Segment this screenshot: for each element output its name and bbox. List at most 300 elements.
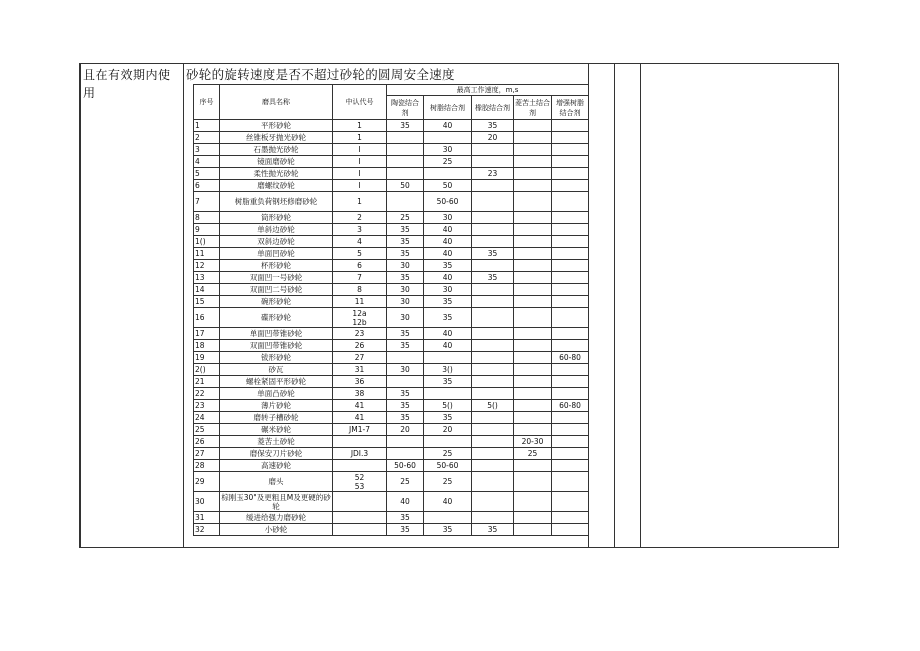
- table-row: [194, 388, 589, 400]
- row-speed-value: 20-30: [514, 436, 552, 448]
- table-row: [194, 248, 589, 260]
- row-speed-value: [514, 260, 552, 272]
- row-speed-value: 40: [424, 248, 472, 260]
- row-code: 6: [333, 260, 387, 272]
- row-speed-value: 35: [472, 120, 514, 132]
- table-row: [194, 224, 589, 236]
- row-seq: 9: [194, 224, 220, 236]
- row-speed-value: 50: [387, 180, 424, 192]
- row-seq: 4: [194, 156, 220, 168]
- col-divider: [614, 64, 615, 547]
- row-seq: 8: [194, 212, 220, 224]
- col-divider: [80, 64, 81, 547]
- row-seq: 23: [194, 400, 220, 412]
- col-divider: [640, 64, 641, 547]
- row-speed-value: [514, 248, 552, 260]
- row-speed-value: 40: [424, 272, 472, 284]
- row-speed-value: [514, 460, 552, 472]
- row-speed-value: [552, 448, 589, 460]
- row-code: 41: [333, 412, 387, 424]
- row-seq: 18: [194, 340, 220, 352]
- row-code: [333, 436, 387, 448]
- row-wheel-name: 碾米砂轮: [220, 424, 333, 436]
- row-speed-value: [552, 388, 589, 400]
- row-speed-value: [514, 236, 552, 248]
- table-row: [194, 328, 589, 340]
- table-row: [194, 296, 589, 308]
- header-ceramic: 陶瓷结合剂: [387, 96, 424, 120]
- row-code: [333, 512, 387, 524]
- row-code: 36: [333, 376, 387, 388]
- row-code: 27: [333, 352, 387, 364]
- table-row: [194, 376, 589, 388]
- row-speed-value: 5(): [472, 400, 514, 412]
- row-code: I: [333, 156, 387, 168]
- wheel-speed-table: [193, 84, 589, 536]
- row-speed-value: [387, 448, 424, 460]
- row-code: 1: [333, 120, 387, 132]
- header-code: 中认代号: [333, 85, 387, 120]
- row-speed-value: 30: [387, 260, 424, 272]
- table-row: [194, 524, 589, 536]
- row-speed-value: [387, 352, 424, 364]
- row-speed-value: [552, 192, 589, 212]
- row-code: 31: [333, 364, 387, 376]
- row-speed-value: [472, 328, 514, 340]
- row-speed-value: 35: [387, 224, 424, 236]
- row-speed-value: [514, 192, 552, 212]
- row-speed-value: [472, 308, 514, 328]
- row-speed-value: [552, 424, 589, 436]
- row-speed-value: [514, 512, 552, 524]
- row-seq: 28: [194, 460, 220, 472]
- row-wheel-name: 磨转子槽砂轮: [220, 412, 333, 424]
- row-speed-value: 35: [387, 120, 424, 132]
- row-speed-value: [552, 168, 589, 180]
- row-wheel-name: 单面凹带锥砂轮: [220, 328, 333, 340]
- row-seq: 32: [194, 524, 220, 536]
- row-code: 4: [333, 236, 387, 248]
- row-speed-value: [472, 364, 514, 376]
- row-speed-value: [514, 180, 552, 192]
- row-speed-value: [387, 436, 424, 448]
- row-code: [333, 492, 387, 512]
- row-speed-value: 23: [472, 168, 514, 180]
- row-speed-value: 40: [424, 224, 472, 236]
- header-magnesite: 菱苦土结合剂: [514, 96, 552, 120]
- row-wheel-name: 碗形砂轮: [220, 296, 333, 308]
- row-speed-value: [552, 412, 589, 424]
- row-wheel-name: 碟形砂轮: [220, 308, 333, 328]
- row-code: 3: [333, 224, 387, 236]
- row-speed-value: [472, 144, 514, 156]
- row-speed-value: [514, 224, 552, 236]
- row-wheel-name: 双面凹一号砂轮: [220, 272, 333, 284]
- row-speed-value: [472, 436, 514, 448]
- row-seq: 1: [194, 120, 220, 132]
- row-seq: 11: [194, 248, 220, 260]
- row-speed-value: 40: [424, 236, 472, 248]
- row-code: JM1-7: [333, 424, 387, 436]
- row-speed-value: 60-80: [552, 352, 589, 364]
- row-speed-value: [387, 132, 424, 144]
- row-speed-value: [514, 120, 552, 132]
- row-wheel-name: 双面凹带锥砂轮: [220, 340, 333, 352]
- table-row: [194, 448, 589, 460]
- row-speed-value: [514, 132, 552, 144]
- header-rubber: 橡胶结合剂: [472, 96, 514, 120]
- row-speed-value: [552, 156, 589, 168]
- row-speed-value: 25: [387, 212, 424, 224]
- row-speed-value: [424, 436, 472, 448]
- row-speed-value: [472, 376, 514, 388]
- table-row: [194, 340, 589, 352]
- row-speed-value: [552, 328, 589, 340]
- row-speed-value: 35: [424, 296, 472, 308]
- row-speed-value: [514, 168, 552, 180]
- row-speed-value: [472, 260, 514, 272]
- row-code: 5: [333, 248, 387, 260]
- row-speed-value: [514, 364, 552, 376]
- row-code: 1: [333, 192, 387, 212]
- row-seq: 2(): [194, 364, 220, 376]
- row-wheel-name: 薄片砂轮: [220, 400, 333, 412]
- row-speed-value: [552, 180, 589, 192]
- table-row: [194, 308, 589, 328]
- row-speed-value: [552, 272, 589, 284]
- row-code: 41: [333, 400, 387, 412]
- row-wheel-name: 小砂轮: [220, 524, 333, 536]
- table-row: [194, 472, 589, 492]
- header-seq: 序号: [194, 85, 220, 120]
- row-speed-value: [552, 376, 589, 388]
- row-speed-value: [472, 224, 514, 236]
- row-speed-value: 50-60: [387, 460, 424, 472]
- row-speed-value: [514, 472, 552, 492]
- table-row: [194, 144, 589, 156]
- row-speed-value: [472, 212, 514, 224]
- row-seq: 17: [194, 328, 220, 340]
- table-row: [194, 212, 589, 224]
- row-seq: 7: [194, 192, 220, 212]
- inspection-table-frame: [79, 63, 839, 548]
- row-speed-value: 25: [514, 448, 552, 460]
- row-speed-value: 50-60: [424, 460, 472, 472]
- row-seq: 6: [194, 180, 220, 192]
- row-speed-value: 35: [387, 272, 424, 284]
- row-speed-value: [552, 460, 589, 472]
- row-speed-value: [514, 328, 552, 340]
- row-speed-value: 35: [387, 236, 424, 248]
- row-speed-value: 35: [424, 260, 472, 272]
- row-speed-value: 3(): [424, 364, 472, 376]
- row-speed-value: 35: [424, 412, 472, 424]
- row-code: JDI.3: [333, 448, 387, 460]
- row-speed-value: [552, 212, 589, 224]
- check-item-title: 砂轮的旋转速度是否不超过砂轮的圆周安全速度: [186, 67, 455, 82]
- row-speed-value: [552, 364, 589, 376]
- row-speed-value: [472, 388, 514, 400]
- row-speed-value: [514, 388, 552, 400]
- table-row: [194, 180, 589, 192]
- row-seq: 3: [194, 144, 220, 156]
- row-code: 38: [333, 388, 387, 400]
- table-row: [194, 436, 589, 448]
- row-speed-value: [472, 492, 514, 512]
- row-speed-value: [472, 424, 514, 436]
- table-row: [194, 236, 589, 248]
- row-speed-value: [514, 296, 552, 308]
- row-wheel-name: 平形砂轮: [220, 120, 333, 132]
- row-speed-value: [514, 492, 552, 512]
- row-speed-value: 30: [387, 364, 424, 376]
- row-seq: 1(): [194, 236, 220, 248]
- row-speed-value: [552, 120, 589, 132]
- table-row: [194, 400, 589, 412]
- row-speed-value: [424, 512, 472, 524]
- row-speed-value: [552, 236, 589, 248]
- row-code: [333, 460, 387, 472]
- row-speed-value: [552, 296, 589, 308]
- row-speed-value: [472, 472, 514, 492]
- table-row: [194, 284, 589, 296]
- row-speed-value: [514, 144, 552, 156]
- row-speed-value: 40: [424, 120, 472, 132]
- row-speed-value: [424, 132, 472, 144]
- row-seq: 21: [194, 376, 220, 388]
- row-speed-value: [514, 400, 552, 412]
- row-speed-value: 30: [387, 284, 424, 296]
- row-code: 52 53: [333, 472, 387, 492]
- row-seq: 2: [194, 132, 220, 144]
- row-speed-value: [387, 168, 424, 180]
- row-code: 23: [333, 328, 387, 340]
- row-speed-value: [514, 340, 552, 352]
- row-speed-value: 50: [424, 180, 472, 192]
- row-wheel-name: 石墨抛光砂轮: [220, 144, 333, 156]
- row-code: I: [333, 180, 387, 192]
- row-speed-value: [472, 192, 514, 212]
- row-wheel-name: 单斜边砂轮: [220, 224, 333, 236]
- row-speed-value: 30: [424, 144, 472, 156]
- row-wheel-name: 菱苦土砂轮: [220, 436, 333, 448]
- table-row: [194, 120, 589, 132]
- row-wheel-name: 钹形砂轮: [220, 352, 333, 364]
- row-seq: 19: [194, 352, 220, 364]
- row-speed-value: 25: [424, 156, 472, 168]
- row-speed-value: [514, 352, 552, 364]
- row-speed-value: [472, 180, 514, 192]
- row-speed-value: [552, 492, 589, 512]
- row-speed-value: [472, 512, 514, 524]
- row-speed-value: 35: [387, 248, 424, 260]
- table-row: [194, 156, 589, 168]
- row-wheel-name: 丝锥板牙抛光砂轮: [220, 132, 333, 144]
- row-speed-value: [552, 524, 589, 536]
- row-wheel-name: 单面凹砂轮: [220, 248, 333, 260]
- condition-cell: 且在有效期内使用: [83, 68, 171, 100]
- row-speed-value: [552, 248, 589, 260]
- row-seq: 30: [194, 492, 220, 512]
- row-speed-value: [424, 352, 472, 364]
- row-seq: 16: [194, 308, 220, 328]
- row-code: 12a 12b: [333, 308, 387, 328]
- table-row: [194, 168, 589, 180]
- row-speed-value: [387, 192, 424, 212]
- row-speed-value: [424, 168, 472, 180]
- row-speed-value: [472, 460, 514, 472]
- row-speed-value: [472, 296, 514, 308]
- table-row: [194, 424, 589, 436]
- row-speed-value: 5(): [424, 400, 472, 412]
- row-speed-value: 35: [424, 524, 472, 536]
- row-speed-value: [552, 472, 589, 492]
- row-wheel-name: 双面凹二号砂轮: [220, 284, 333, 296]
- header-reinforced-resin: 增强树脂结合剂: [552, 96, 589, 120]
- row-speed-value: 25: [424, 472, 472, 492]
- row-speed-value: [514, 284, 552, 296]
- row-seq: 29: [194, 472, 220, 492]
- row-wheel-name: 柔性抛光砂轮: [220, 168, 333, 180]
- header-max-speed: 最高工作速度，m,s: [387, 85, 589, 96]
- row-speed-value: [472, 412, 514, 424]
- row-speed-value: 20: [472, 132, 514, 144]
- row-code: 2: [333, 212, 387, 224]
- row-wheel-name: 磨螺纹砂轮: [220, 180, 333, 192]
- row-wheel-name: 高速砂轮: [220, 460, 333, 472]
- row-speed-value: [514, 308, 552, 328]
- row-speed-value: 20: [424, 424, 472, 436]
- row-speed-value: [514, 412, 552, 424]
- row-speed-value: [387, 376, 424, 388]
- row-speed-value: 35: [387, 388, 424, 400]
- row-speed-value: [472, 340, 514, 352]
- row-speed-value: 35: [387, 512, 424, 524]
- row-speed-value: 35: [387, 340, 424, 352]
- row-speed-value: 35: [387, 412, 424, 424]
- row-wheel-name: 单面凸砂轮: [220, 388, 333, 400]
- row-speed-value: [514, 272, 552, 284]
- row-seq: 27: [194, 448, 220, 460]
- row-code: 1: [333, 132, 387, 144]
- row-speed-value: 30: [387, 296, 424, 308]
- row-code: 11: [333, 296, 387, 308]
- row-seq: 15: [194, 296, 220, 308]
- row-speed-value: 30: [424, 284, 472, 296]
- row-speed-value: [472, 236, 514, 248]
- row-speed-value: [552, 144, 589, 156]
- row-wheel-name: 树脂重负荷钢坯修磨砂轮: [220, 192, 333, 212]
- row-speed-value: 35: [472, 248, 514, 260]
- row-speed-value: [552, 260, 589, 272]
- table-row: [194, 412, 589, 424]
- table-row: [194, 352, 589, 364]
- row-speed-value: 35: [472, 524, 514, 536]
- row-seq: 26: [194, 436, 220, 448]
- row-speed-value: 35: [387, 524, 424, 536]
- row-code: I: [333, 144, 387, 156]
- row-wheel-name: 砂瓦: [220, 364, 333, 376]
- row-wheel-name: 杯形砂轮: [220, 260, 333, 272]
- row-speed-value: [514, 424, 552, 436]
- row-speed-value: [552, 308, 589, 328]
- table-row: [194, 260, 589, 272]
- row-speed-value: 40: [424, 492, 472, 512]
- row-speed-value: 30: [387, 308, 424, 328]
- row-seq: 24: [194, 412, 220, 424]
- row-speed-value: [514, 376, 552, 388]
- col-divider: [183, 64, 184, 547]
- row-speed-value: 60-80: [552, 400, 589, 412]
- row-seq: 31: [194, 512, 220, 524]
- row-wheel-name: 磨保安刀片砂轮: [220, 448, 333, 460]
- row-wheel-name: 筒形砂轮: [220, 212, 333, 224]
- row-speed-value: [472, 352, 514, 364]
- row-speed-value: 40: [424, 328, 472, 340]
- row-speed-value: 20: [387, 424, 424, 436]
- row-wheel-name: 双斜边砂轮: [220, 236, 333, 248]
- row-seq: 13: [194, 272, 220, 284]
- row-speed-value: [552, 512, 589, 524]
- row-speed-value: [552, 224, 589, 236]
- row-speed-value: [472, 156, 514, 168]
- table-row: [194, 132, 589, 144]
- row-code: 8: [333, 284, 387, 296]
- row-seq: 12: [194, 260, 220, 272]
- row-code: 26: [333, 340, 387, 352]
- row-speed-value: 40: [424, 340, 472, 352]
- row-speed-value: [514, 156, 552, 168]
- row-wheel-name: 缓进给强力磨砂轮: [220, 512, 333, 524]
- row-speed-value: [552, 340, 589, 352]
- row-speed-value: 25: [424, 448, 472, 460]
- row-speed-value: 35: [472, 272, 514, 284]
- table-row: [194, 492, 589, 512]
- row-code: I: [333, 168, 387, 180]
- header-resin: 树脂结合剂: [424, 96, 472, 120]
- row-speed-value: 40: [387, 492, 424, 512]
- row-wheel-name: 磨头: [220, 472, 333, 492]
- row-speed-value: [472, 448, 514, 460]
- row-speed-value: 50-60: [424, 192, 472, 212]
- row-code: [333, 524, 387, 536]
- row-speed-value: 35: [387, 328, 424, 340]
- row-speed-value: [514, 212, 552, 224]
- row-speed-value: [472, 284, 514, 296]
- row-wheel-name: 棕刚玉30"及更粗且M及更硬的砂轮: [221, 492, 331, 511]
- row-speed-value: 25: [387, 472, 424, 492]
- table-row: [194, 272, 589, 284]
- row-seq: 14: [194, 284, 220, 296]
- row-speed-value: [424, 388, 472, 400]
- row-code: 7: [333, 272, 387, 284]
- row-speed-value: [387, 156, 424, 168]
- row-speed-value: 30: [424, 212, 472, 224]
- table-row: [194, 364, 589, 376]
- table-row: [194, 512, 589, 524]
- row-seq: 5: [194, 168, 220, 180]
- row-speed-value: [552, 436, 589, 448]
- table-row: [194, 192, 589, 212]
- row-speed-value: [552, 284, 589, 296]
- table-row: [194, 460, 589, 472]
- row-speed-value: [387, 144, 424, 156]
- row-wheel-name: 镜面磨砂轮: [220, 156, 333, 168]
- row-seq: 22: [194, 388, 220, 400]
- row-wheel-name: 螺栓紧固平形砂轮: [220, 376, 333, 388]
- row-seq: 25: [194, 424, 220, 436]
- row-speed-value: [552, 132, 589, 144]
